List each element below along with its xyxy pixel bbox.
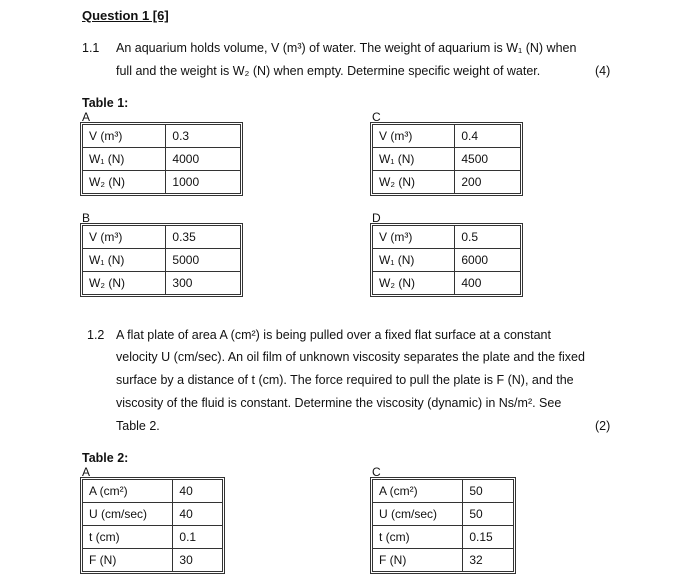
question-1-1-marks: (4) (595, 64, 611, 78)
table-cell-value: 0.1 (173, 526, 223, 549)
table-row (83, 226, 241, 249)
table-1-title: Table 1: (82, 96, 129, 110)
table-2c-letter: C (372, 465, 381, 479)
table-cell-value: 0.15 (463, 526, 514, 549)
table-1c-letter: C (372, 110, 381, 124)
question-1-1-line-2: full and the weight is W₂ (N) when empty. Determine specific weight of water. (116, 64, 541, 78)
table-row (83, 171, 241, 194)
table-2-title: Table 2: (82, 451, 129, 465)
table-cell-value: 50 (463, 480, 514, 503)
table-cell-label: A (cm²) (83, 480, 173, 503)
table-cell-value: 32 (463, 549, 514, 572)
table-row (373, 549, 514, 572)
table-cell-value: 4500 (455, 148, 521, 171)
table-cell-label: t (cm) (373, 526, 463, 549)
table-cell-label: F (N) (373, 549, 463, 572)
table-cell-value: 6000 (455, 249, 521, 272)
question-1-2-line-4: viscosity of the fluid is constant. Determine the viscosity (dynamic) in Ns/m². See (116, 396, 562, 410)
table-1b-letter: B (82, 211, 91, 225)
table-cell-label: F (N) (83, 549, 173, 572)
table-2a-letter: A (82, 465, 91, 479)
table-cell-value: 400 (455, 272, 521, 295)
table-cell-value: 40 (173, 480, 223, 503)
table-cell-label: V (m³) (83, 125, 166, 148)
table-2a (82, 479, 223, 572)
table-cell-value: 0.4 (455, 125, 521, 148)
table-cell-value: 300 (166, 272, 241, 295)
question-1-2-marks: (2) (595, 419, 611, 433)
table-row (83, 249, 241, 272)
table-cell-label: U (cm/sec) (373, 503, 463, 526)
table-row (373, 148, 521, 171)
table-row (373, 272, 521, 295)
question-1-2-line-2: velocity U (cm/sec). An oil film of unknown viscosity separates the plate and the fixed (116, 350, 585, 364)
table-cell-label: U (cm/sec) (83, 503, 173, 526)
table-cell-value: 4000 (166, 148, 241, 171)
table-cell-label: A (cm²) (373, 480, 463, 503)
table-cell-label: W₁ (N) (373, 249, 455, 272)
table-cell-value: 30 (173, 549, 223, 572)
question-1-2-line-3: surface by a distance of t (cm). The force required to pull the plate is F (N), and the (116, 373, 574, 387)
question-1-2-number: 1.2 (87, 328, 105, 342)
table-cell-value: 50 (463, 503, 514, 526)
table-1a (82, 124, 241, 194)
table-cell-label: W₂ (N) (373, 171, 455, 194)
question-heading: Question 1 [6] (82, 8, 169, 23)
table-row (373, 125, 521, 148)
table-1d-letter: D (372, 211, 381, 225)
table-cell-value: 0.3 (166, 125, 241, 148)
table-cell-value: 40 (173, 503, 223, 526)
table-cell-value: 1000 (166, 171, 241, 194)
table-cell-value: 5000 (166, 249, 241, 272)
table-2c (372, 479, 514, 572)
table-row (373, 526, 514, 549)
table-cell-label: W₁ (N) (83, 148, 166, 171)
table-1b (82, 225, 241, 295)
table-cell-label: W₂ (N) (83, 272, 166, 295)
table-cell-label: W₂ (N) (373, 272, 455, 295)
table-cell-label: V (m³) (373, 125, 455, 148)
table-1d (372, 225, 521, 295)
table-row (373, 249, 521, 272)
table-row (373, 503, 514, 526)
table-row (83, 503, 223, 526)
table-cell-label: W₂ (N) (83, 171, 166, 194)
table-row (373, 226, 521, 249)
table-cell-label: W₁ (N) (83, 249, 166, 272)
question-1-2-line-1: A flat plate of area A (cm²) is being pulled over a fixed flat surface at a constant (116, 328, 551, 342)
question-1-2-line-5: Table 2. (116, 419, 160, 433)
table-1a-letter: A (82, 110, 91, 124)
question-1-1-line-1: An aquarium holds volume, V (m³) of water. The weight of aquarium is W₁ (N) when (116, 41, 577, 55)
table-row (373, 171, 521, 194)
table-cell-label: V (m³) (373, 226, 455, 249)
table-row (83, 148, 241, 171)
table-row (83, 480, 223, 503)
table-row (83, 526, 223, 549)
question-1-1-number: 1.1 (82, 41, 100, 55)
table-row (83, 549, 223, 572)
table-cell-value: 200 (455, 171, 521, 194)
table-row (83, 272, 241, 295)
table-cell-value: 0.5 (455, 226, 521, 249)
table-cell-label: t (cm) (83, 526, 173, 549)
table-row (83, 125, 241, 148)
table-row (373, 480, 514, 503)
table-cell-label: W₁ (N) (373, 148, 455, 171)
table-cell-value: 0.35 (166, 226, 241, 249)
table-cell-label: V (m³) (83, 226, 166, 249)
table-1c (372, 124, 521, 194)
